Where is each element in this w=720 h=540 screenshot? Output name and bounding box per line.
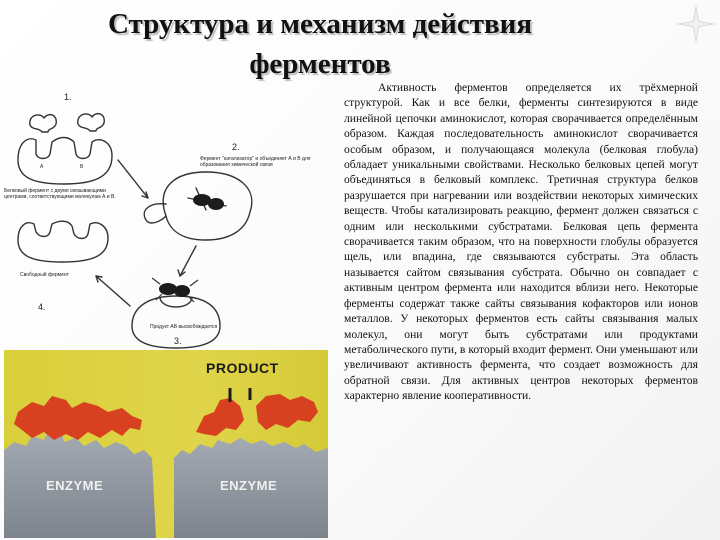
body-paragraph: Активность ферментов определяется их трёхмерной структурой. Как и все белки, ферменты синтезируются в виде линейной цепочки аминокислот, которая сворачивается определённым образом. Каждая последовательность аминокислот сворачивается особым образом, и получающаяся молекула (белковая глобула) обладает уникальными свойствами. Несколько белковых цепей могут объединяться в белковый комплекс. Третичная структура белков разрушается при нагревании или воздействии некоторых химических веществ. Чтобы катализировать реакцию, фермент должен связаться с одним или несколькими субстратами. Белковая цепь фермента сворачивается таким образом, что на поверхности глобулы образуется щель, или впадина, где связываются субстраты. Эта область называется сайтом связывания субстрата. Обычно он совпадает с активным центром фермента или находится вблизи него. Некоторые ферменты содержат также сайты связывания кофакторов или ионов металлов. У некоторых ферментов есть сайты связывания малых молекул, они могут быть субстратами или продуктами метаболического пути, в который входит фермент. Они уменьшают или увеличивают активность фермента, что создает возможность для обратной связи. Для активных центров некоторых ферментов характерно явление кооперативности. (344, 81, 698, 403)
illustration-drawing (4, 350, 328, 538)
product-label: PRODUCT (206, 360, 279, 376)
enzyme-label-right: ENZYME (220, 478, 278, 493)
right-product-left (196, 398, 244, 436)
step-2-number: 2. (232, 142, 240, 152)
substrate-a-shape (30, 115, 56, 132)
label-enzyme-substrates: Белковый фермент с двумя связывающими центрами, соответствующими молекулам А и В. (4, 188, 116, 200)
step-3-number: 3. (174, 336, 182, 346)
star-icon (676, 4, 716, 44)
substrate-b-shape (78, 114, 104, 131)
arrow-3-4 (96, 276, 130, 306)
free-enzyme-shape (18, 221, 108, 262)
sketch-drawing (0, 80, 340, 350)
substrate-a-letter: A (40, 164, 44, 170)
enzyme-1-shape (18, 138, 112, 185)
enzyme-label-left: ENZYME (46, 478, 104, 493)
label-catalyst: Фермент "катализатор" и объединяет А и В для образования химической связи (200, 156, 311, 168)
label-product-released: Продукт АВ высвобождается (150, 324, 218, 330)
title-line-2: ферментов (249, 48, 391, 80)
arrow-2-3 (180, 246, 196, 276)
step-1-number: 1. (64, 92, 72, 102)
right-product-right (256, 394, 318, 430)
title-line-1: Структура и механизм действия (107, 8, 533, 40)
label-free-enzyme: Свободный фермент (20, 272, 69, 278)
slide-title (60, 4, 580, 84)
enzyme-product-illustration (4, 350, 328, 538)
enzyme-mechanism-sketch (0, 80, 340, 350)
substrate-b-letter: B (80, 164, 84, 170)
step-4-number: 4. (38, 302, 46, 312)
left-substrate-red (14, 396, 142, 440)
enzyme-2-shape (163, 172, 252, 240)
